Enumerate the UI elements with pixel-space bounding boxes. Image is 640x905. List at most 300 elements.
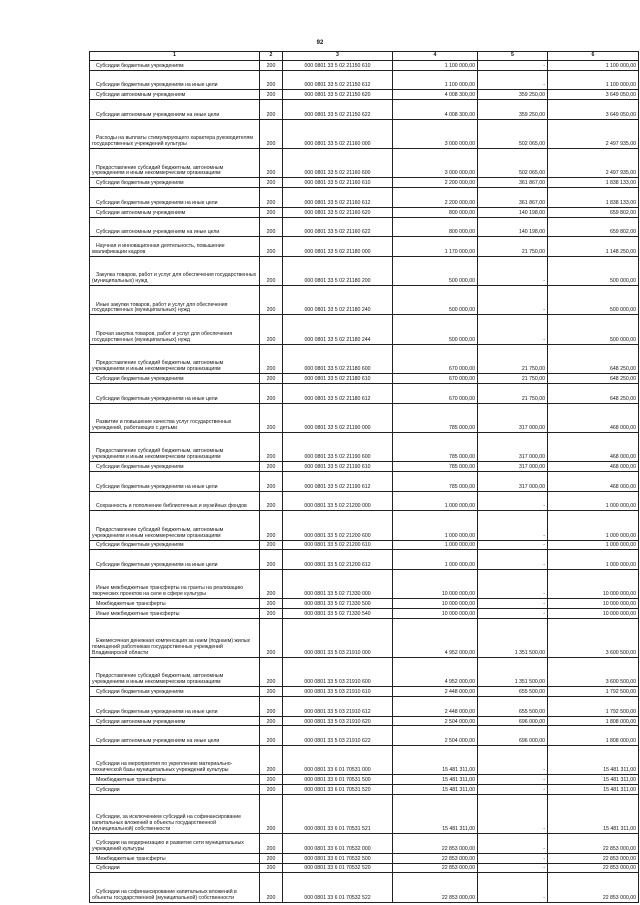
row-name-cell: Субсидии бюджетным учреждениям на иные цели [90,188,260,208]
table-row [90,794,639,833]
table-row [90,785,639,795]
row-approved-amount-cell: 15 481 311,00 [393,785,478,795]
row-name-cell: Межбюджетные трансферты [90,599,260,609]
row-remaining-amount-cell: 1 000 000,00 [548,511,639,540]
row-classification-cell: 000 0801 33 6 01 70531 521 [283,794,393,833]
table-row [90,207,639,217]
row-approved-amount-cell: 2 200 000,00 [393,178,478,188]
row-executed-amount-cell: 317 000,00 [478,432,548,461]
row-name-cell: Субсидии автономным учреждениям на иные цели [90,100,260,120]
row-approved-amount-cell: 10 000 000,00 [393,599,478,609]
row-code-cell: 200 [260,70,283,90]
row-name-cell: Субсидии [90,785,260,795]
row-remaining-amount-cell: 1 792 500,00 [548,687,639,697]
row-code-cell: 200 [260,383,283,403]
row-code-cell: 200 [260,618,283,657]
row-approved-amount-cell: 4 008 300,00 [393,100,478,120]
row-classification-cell: 000 0801 33 6 01 70532 000 [283,834,393,854]
row-code-cell: 200 [260,374,283,384]
row-classification-cell: 000 0801 33 5 02 21200 000 [283,491,393,511]
row-classification-cell: 000 0801 33 5 02 21180 240 [283,286,393,315]
table-row [90,178,639,188]
row-code-cell: 200 [260,256,283,285]
row-executed-amount-cell: - [478,873,548,902]
row-name-cell: Предоставление субсидий бюджетным, автономным учреждениям и иным некоммерческим организациям [90,149,260,178]
row-approved-amount-cell: 800 000,00 [393,207,478,217]
row-remaining-amount-cell: 1 148 250,00 [548,237,639,257]
row-name-cell: Научная и инновационная деятельность, повышение квалификации кадров [90,237,260,257]
row-remaining-amount-cell: 22 853 000,00 [548,863,639,873]
row-approved-amount-cell: 670 000,00 [393,383,478,403]
row-remaining-amount-cell: 15 481 311,00 [548,746,639,775]
row-approved-amount-cell: 670 000,00 [393,344,478,373]
row-code-cell: 200 [260,149,283,178]
row-classification-cell: 000 0801 33 5 02 21200 600 [283,511,393,540]
row-approved-amount-cell: 500 000,00 [393,286,478,315]
row-remaining-amount-cell: 1 838 133,00 [548,188,639,208]
row-approved-amount-cell: 1 000 000,00 [393,491,478,511]
row-executed-amount-cell: 317 000,00 [478,462,548,472]
row-code-cell: 200 [260,657,283,686]
row-remaining-amount-cell: 15 481 311,00 [548,785,639,795]
table-row [90,491,639,511]
row-remaining-amount-cell: 648 250,00 [548,383,639,403]
row-remaining-amount-cell: 648 250,00 [548,374,639,384]
row-approved-amount-cell: 2 504 000,00 [393,726,478,746]
row-name-cell: Субсидии бюджетным учреждениям на иные цели [90,383,260,403]
row-name-cell: Иные межбюджетные трансферты на гранты на реализацию творческих проектов на селе в сфере культуры [90,569,260,598]
row-classification-cell: 000 0801 33 5 02 21180 612 [283,383,393,403]
row-remaining-amount-cell: 1 808 000,00 [548,726,639,746]
row-executed-amount-cell: - [478,863,548,873]
row-remaining-amount-cell: 3 649 050,00 [548,90,639,100]
budget-table [89,51,639,903]
row-classification-cell: 000 0801 33 6 01 70531 520 [283,785,393,795]
row-executed-amount-cell: 140 198,00 [478,207,548,217]
row-code-cell: 200 [260,599,283,609]
row-name-cell: Субсидии бюджетным учреждениям [90,178,260,188]
row-executed-amount-cell: 317 000,00 [478,472,548,492]
row-executed-amount-cell: 502 065,00 [478,149,548,178]
row-remaining-amount-cell: 22 853 000,00 [548,834,639,854]
table-row [90,432,639,461]
row-approved-amount-cell: 15 481 311,00 [393,746,478,775]
row-executed-amount-cell: 361 867,00 [478,178,548,188]
row-name-cell: Предоставление субсидий бюджетным, автономным учреждениям и иным некоммерческим организациям [90,344,260,373]
row-approved-amount-cell: 15 481 311,00 [393,794,478,833]
table-row [90,569,639,598]
row-approved-amount-cell: 1 000 000,00 [393,511,478,540]
row-executed-amount-cell: - [478,853,548,863]
row-remaining-amount-cell: 1 000 000,00 [548,550,639,570]
row-code-cell: 200 [260,207,283,217]
row-executed-amount-cell: 317 000,00 [478,403,548,432]
row-remaining-amount-cell: 15 481 311,00 [548,775,639,785]
column-header: 6 [548,52,639,61]
table-row [90,746,639,775]
row-classification-cell: 000 0801 33 5 02 71330 500 [283,599,393,609]
row-executed-amount-cell: - [478,785,548,795]
row-classification-cell: 000 0801 33 5 02 21190 612 [283,472,393,492]
row-executed-amount-cell: - [478,746,548,775]
row-executed-amount-cell: 21 750,00 [478,383,548,403]
row-name-cell: Межбюджетные трансферты [90,775,260,785]
table-row [90,70,639,90]
row-remaining-amount-cell: 10 000 000,00 [548,599,639,609]
table-row [90,344,639,373]
table-row [90,550,639,570]
row-classification-cell: 000 0801 33 5 02 21160 620 [283,207,393,217]
row-approved-amount-cell: 1 100 000,00 [393,70,478,90]
row-executed-amount-cell: - [478,569,548,598]
row-name-cell: Предоставление субсидий бюджетным, автономным учреждениям и иным некоммерческим организациям [90,657,260,686]
row-name-cell: Субсидии автономным учреждениям [90,207,260,217]
row-classification-cell: 000 0801 33 5 02 21150 610 [283,61,393,71]
row-remaining-amount-cell: 648 250,00 [548,344,639,373]
row-code-cell: 200 [260,90,283,100]
row-remaining-amount-cell: 500 000,00 [548,286,639,315]
row-name-cell: Прочая закупка товаров, работ и услуг для обеспечения государственных (муниципальных) нужд [90,315,260,344]
table-row [90,315,639,344]
row-code-cell: 200 [260,873,283,902]
table-row [90,383,639,403]
table-row [90,657,639,686]
table-row [90,188,639,208]
row-name-cell: Субсидии на мероприятия по укреплению материально-технической базы муниципальных учреждений культуры [90,746,260,775]
row-approved-amount-cell: 4 952 000,00 [393,618,478,657]
row-classification-cell: 000 0801 33 6 01 70532 520 [283,863,393,873]
row-code-cell: 200 [260,100,283,120]
row-classification-cell: 000 0801 33 6 01 70532 500 [283,853,393,863]
row-name-cell: Субсидии на софинансирование капитальных вложений в объекты государственной (муниципальной) собственности [90,873,260,902]
row-approved-amount-cell: 670 000,00 [393,374,478,384]
table-row [90,119,639,148]
row-executed-amount-cell: - [478,491,548,511]
row-code-cell: 200 [260,119,283,148]
row-approved-amount-cell: 785 000,00 [393,462,478,472]
row-executed-amount-cell: - [478,794,548,833]
row-executed-amount-cell: - [478,550,548,570]
row-remaining-amount-cell: 468 000,00 [548,472,639,492]
row-classification-cell: 000 0801 33 5 02 21180 610 [283,374,393,384]
row-remaining-amount-cell: 22 853 000,00 [548,873,639,902]
row-code-cell: 200 [260,472,283,492]
row-executed-amount-cell: 359 250,00 [478,100,548,120]
table-row [90,834,639,854]
row-approved-amount-cell: 10 000 000,00 [393,569,478,598]
row-executed-amount-cell: 359 250,00 [478,90,548,100]
row-code-cell: 200 [260,403,283,432]
row-classification-cell: 000 0801 33 5 02 21160 600 [283,149,393,178]
column-header: 2 [260,52,283,61]
table-row [90,217,639,237]
row-remaining-amount-cell: 1 000 000,00 [548,540,639,550]
row-classification-cell: 000 0801 33 6 01 70532 522 [283,873,393,902]
row-name-cell: Межбюджетные трансферты [90,853,260,863]
row-name-cell: Ежемесячная денежная компенсация за наем (поднаем) жилых помещений работникам государственных учреждений Владимирской области [90,618,260,657]
row-classification-cell: 000 0801 33 5 02 21160 612 [283,188,393,208]
row-code-cell: 200 [260,540,283,550]
table-row [90,511,639,540]
row-classification-cell: 000 0801 33 6 01 70531 000 [283,746,393,775]
row-executed-amount-cell: - [478,775,548,785]
row-executed-amount-cell: - [478,61,548,71]
row-name-cell: Субсидии автономным учреждениям [90,90,260,100]
row-code-cell: 200 [260,569,283,598]
row-approved-amount-cell: 15 481 311,00 [393,775,478,785]
row-executed-amount-cell: - [478,286,548,315]
row-name-cell: Субсидии бюджетным учреждениям [90,61,260,71]
row-name-cell: Субсидии бюджетным учреждениям на иные цели [90,697,260,717]
row-code-cell: 200 [260,716,283,726]
row-code-cell: 200 [260,697,283,717]
row-code-cell: 200 [260,432,283,461]
row-approved-amount-cell: 2 504 000,00 [393,716,478,726]
row-classification-cell: 000 0801 33 5 02 21180 200 [283,256,393,285]
table-row [90,853,639,863]
row-code-cell: 200 [260,61,283,71]
row-code-cell: 200 [260,217,283,237]
row-remaining-amount-cell: 659 802,00 [548,207,639,217]
row-code-cell: 200 [260,863,283,873]
row-code-cell: 200 [260,462,283,472]
row-classification-cell: 000 0801 33 6 01 70531 500 [283,775,393,785]
row-approved-amount-cell: 1 170 000,00 [393,237,478,257]
row-code-cell: 200 [260,286,283,315]
table-row [90,90,639,100]
row-classification-cell: 000 0801 33 5 02 21180 000 [283,237,393,257]
row-executed-amount-cell: - [478,599,548,609]
row-remaining-amount-cell: 3 600 500,00 [548,657,639,686]
column-header: 1 [90,52,260,61]
table-row [90,286,639,315]
row-classification-cell: 000 0801 33 5 02 21200 612 [283,550,393,570]
table-row [90,403,639,432]
row-code-cell: 200 [260,775,283,785]
row-executed-amount-cell: 21 750,00 [478,344,548,373]
table-row [90,472,639,492]
row-remaining-amount-cell: 500 000,00 [548,315,639,344]
row-executed-amount-cell: 696 000,00 [478,716,548,726]
row-approved-amount-cell: 10 000 000,00 [393,609,478,619]
row-remaining-amount-cell: 2 497 935,00 [548,119,639,148]
row-classification-cell: 000 0801 33 5 02 21180 600 [283,344,393,373]
row-classification-cell: 000 0801 33 5 02 21150 620 [283,90,393,100]
row-code-cell: 200 [260,178,283,188]
row-approved-amount-cell: 785 000,00 [393,403,478,432]
row-remaining-amount-cell: 15 481 311,00 [548,794,639,833]
row-code-cell: 200 [260,550,283,570]
row-executed-amount-cell: 1 351 500,00 [478,618,548,657]
row-remaining-amount-cell: 468 000,00 [548,432,639,461]
row-classification-cell: 000 0801 33 5 03 21910 620 [283,716,393,726]
row-code-cell: 200 [260,853,283,863]
row-remaining-amount-cell: 659 802,00 [548,217,639,237]
row-executed-amount-cell: 140 198,00 [478,217,548,237]
column-header: 3 [283,52,393,61]
row-name-cell: Предоставление субсидий бюджетным, автономным учреждениям и иным некоммерческим организациям [90,432,260,461]
table-row [90,599,639,609]
table-row [90,100,639,120]
table-row [90,61,639,71]
row-approved-amount-cell: 1 000 000,00 [393,540,478,550]
row-approved-amount-cell: 3 000 000,00 [393,149,478,178]
row-code-cell: 200 [260,511,283,540]
row-code-cell: 200 [260,687,283,697]
row-executed-amount-cell: 502 065,00 [478,119,548,148]
row-executed-amount-cell: - [478,256,548,285]
row-code-cell: 200 [260,237,283,257]
row-executed-amount-cell: - [478,609,548,619]
row-classification-cell: 000 0801 33 5 02 21160 000 [283,119,393,148]
row-approved-amount-cell: 22 853 000,00 [393,834,478,854]
table-row [90,775,639,785]
row-executed-amount-cell: - [478,315,548,344]
table-row [90,540,639,550]
row-classification-cell: 000 0801 33 5 03 21910 622 [283,726,393,746]
row-code-cell: 200 [260,726,283,746]
page-number: 92 [316,40,324,46]
row-remaining-amount-cell: 1 792 500,00 [548,697,639,717]
table-row [90,462,639,472]
row-name-cell: Субсидии бюджетным учреждениям на иные цели [90,472,260,492]
row-classification-cell: 000 0801 33 5 03 21910 000 [283,618,393,657]
row-classification-cell: 000 0801 33 5 02 21150 622 [283,100,393,120]
row-remaining-amount-cell: 468 000,00 [548,403,639,432]
row-approved-amount-cell: 3 000 000,00 [393,119,478,148]
row-classification-cell: 000 0801 33 5 03 21910 610 [283,687,393,697]
row-classification-cell: 000 0801 33 5 02 71330 000 [283,569,393,598]
row-classification-cell: 000 0801 33 5 02 21200 610 [283,540,393,550]
table-row [90,716,639,726]
row-classification-cell: 000 0801 33 5 03 21910 600 [283,657,393,686]
row-name-cell: Сохранность и пополнение библиотечных и музейных фондов [90,491,260,511]
row-code-cell: 200 [260,834,283,854]
table-row [90,863,639,873]
table-row [90,256,639,285]
row-approved-amount-cell: 22 853 000,00 [393,863,478,873]
row-classification-cell: 000 0801 33 5 02 21180 244 [283,315,393,344]
row-approved-amount-cell: 2 448 000,00 [393,697,478,717]
row-approved-amount-cell: 1 000 000,00 [393,550,478,570]
table-row [90,374,639,384]
row-classification-cell: 000 0801 33 5 02 21160 610 [283,178,393,188]
row-remaining-amount-cell: 468 000,00 [548,462,639,472]
row-name-cell: Субсидии, за исключением субсидий на софинансирование капитальных вложений в объекты государственной (муниципальной) собственности [90,794,260,833]
row-executed-amount-cell: 21 750,00 [478,374,548,384]
row-approved-amount-cell: 785 000,00 [393,432,478,461]
row-remaining-amount-cell: 1 838 133,00 [548,178,639,188]
row-approved-amount-cell: 22 853 000,00 [393,873,478,902]
row-executed-amount-cell: - [478,511,548,540]
row-remaining-amount-cell: 500 000,00 [548,256,639,285]
row-name-cell: Субсидии на модернизацию и развитие сети муниципальных учреждений культуры [90,834,260,854]
table-row [90,697,639,717]
row-name-cell: Иные межбюджетные трансферты [90,609,260,619]
table-row [90,618,639,657]
row-classification-cell: 000 0801 33 5 02 21190 600 [283,432,393,461]
row-name-cell: Субсидии бюджетным учреждениям [90,540,260,550]
row-approved-amount-cell: 800 000,00 [393,217,478,237]
table-row [90,609,639,619]
row-remaining-amount-cell: 10 000 000,00 [548,609,639,619]
row-remaining-amount-cell: 1 100 000,00 [548,70,639,90]
row-approved-amount-cell: 500 000,00 [393,256,478,285]
row-code-cell: 200 [260,344,283,373]
row-classification-cell: 000 0801 33 5 02 71330 540 [283,609,393,619]
table-row [90,149,639,178]
row-approved-amount-cell: 500 000,00 [393,315,478,344]
row-executed-amount-cell: 655 500,00 [478,687,548,697]
row-name-cell: Субсидии автономным учреждениям на иные цели [90,726,260,746]
table-row [90,687,639,697]
row-code-cell: 200 [260,746,283,775]
column-header: 5 [478,52,548,61]
row-name-cell: Субсидии бюджетным учреждениям [90,687,260,697]
row-name-cell: Субсидии бюджетным учреждениям на иные цели [90,70,260,90]
table-header-row [90,52,639,61]
row-remaining-amount-cell: 1 000 000,00 [548,491,639,511]
row-approved-amount-cell: 4 008 300,00 [393,90,478,100]
row-approved-amount-cell: 22 853 000,00 [393,853,478,863]
row-executed-amount-cell: 361 867,00 [478,188,548,208]
row-approved-amount-cell: 2 448 000,00 [393,687,478,697]
row-name-cell: Предоставление субсидий бюджетным, автономным учреждениям и иным некоммерческим организациям [90,511,260,540]
row-name-cell: Субсидии автономным учреждениям [90,716,260,726]
row-approved-amount-cell: 1 100 000,00 [393,61,478,71]
row-remaining-amount-cell: 22 853 000,00 [548,853,639,863]
row-approved-amount-cell: 785 000,00 [393,472,478,492]
row-code-cell: 200 [260,315,283,344]
row-approved-amount-cell: 4 952 000,00 [393,657,478,686]
row-remaining-amount-cell: 3 600 500,00 [548,618,639,657]
row-classification-cell: 000 0801 33 5 02 21190 610 [283,462,393,472]
row-executed-amount-cell: 696 000,00 [478,726,548,746]
row-classification-cell: 000 0801 33 5 03 21910 612 [283,697,393,717]
row-executed-amount-cell: 1 351 500,00 [478,657,548,686]
row-name-cell: Закупка товаров, работ и услуг для обеспечения государственных (муниципальных) нужд [90,256,260,285]
row-name-cell: Субсидии [90,863,260,873]
row-name-cell: Развитие и повышение качества услуг государственных учреждений, работающих с детьми [90,403,260,432]
row-classification-cell: 000 0801 33 5 02 21150 612 [283,70,393,90]
row-remaining-amount-cell: 1 100 000,00 [548,61,639,71]
row-name-cell: Субсидии бюджетным учреждениям [90,462,260,472]
row-name-cell: Субсидии бюджетным учреждениям на иные цели [90,550,260,570]
row-classification-cell: 000 0801 33 5 02 21190 000 [283,403,393,432]
table-row [90,726,639,746]
row-name-cell: Расходы на выплаты стимулирующего характера руководителям государственных учреждений культуры [90,119,260,148]
row-code-cell: 200 [260,188,283,208]
row-name-cell: Субсидии бюджетным учреждениям [90,374,260,384]
row-name-cell: Субсидии автономным учреждениям на иные цели [90,217,260,237]
table-row [90,237,639,257]
row-code-cell: 200 [260,785,283,795]
row-executed-amount-cell: - [478,834,548,854]
table-row [90,873,639,902]
row-remaining-amount-cell: 1 808 000,00 [548,716,639,726]
row-remaining-amount-cell: 10 000 000,00 [548,569,639,598]
row-remaining-amount-cell: 2 497 935,00 [548,149,639,178]
row-code-cell: 200 [260,794,283,833]
row-code-cell: 200 [260,491,283,511]
row-classification-cell: 000 0801 33 5 02 21160 622 [283,217,393,237]
row-executed-amount-cell: - [478,540,548,550]
row-executed-amount-cell: - [478,70,548,90]
row-approved-amount-cell: 2 200 000,00 [393,188,478,208]
row-executed-amount-cell: 21 750,00 [478,237,548,257]
column-header: 4 [393,52,478,61]
row-code-cell: 200 [260,609,283,619]
